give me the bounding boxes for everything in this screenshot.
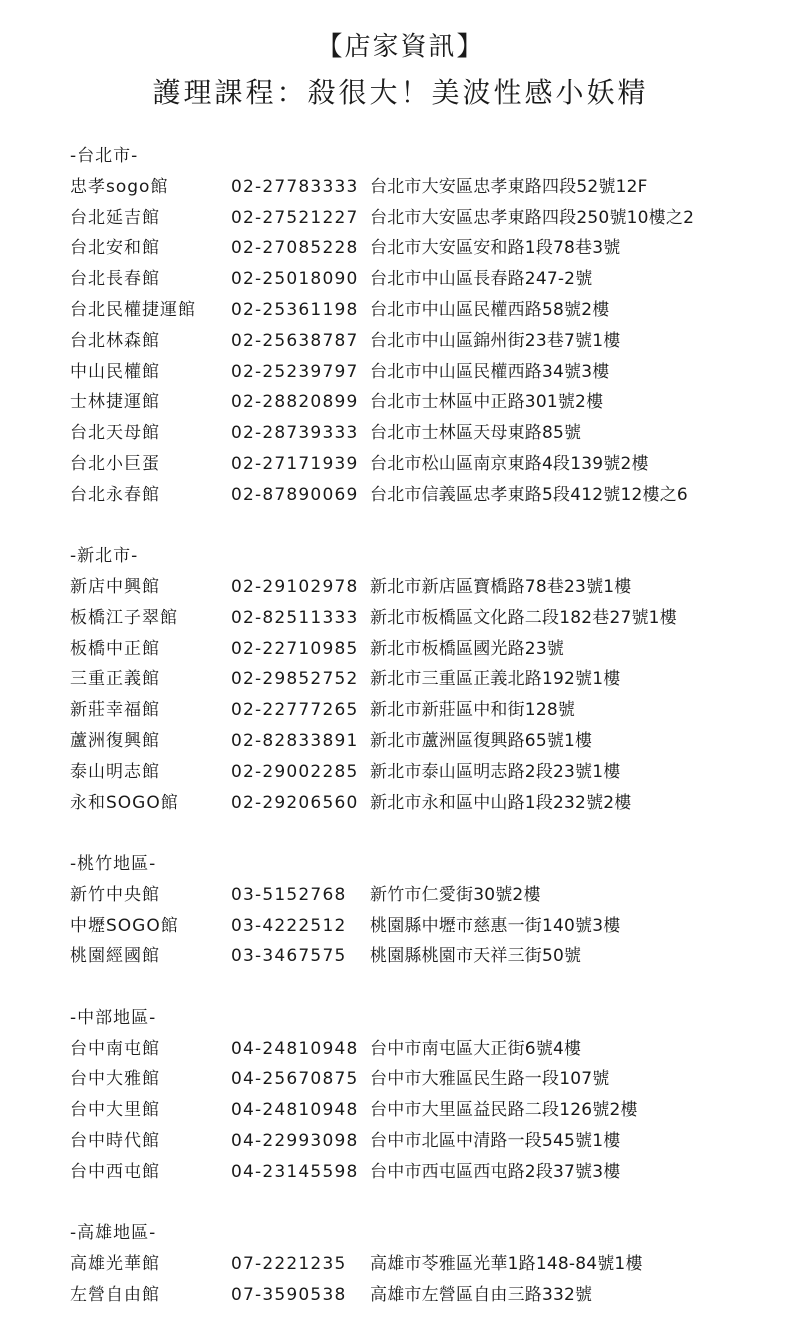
store-address: 台北市中山區長春路247-2號 bbox=[370, 269, 593, 290]
store-name: 台北小巨蛋 bbox=[70, 453, 160, 474]
store-address: 桃園縣桃園市天祥三街50號 bbox=[370, 946, 582, 967]
store-row bbox=[70, 788, 790, 819]
store-name: 高雄光華館 bbox=[70, 1253, 160, 1274]
store-row bbox=[70, 264, 790, 295]
store-row bbox=[70, 1034, 790, 1065]
store-phone: 03-5152768 bbox=[231, 884, 347, 905]
store-phone: 02-29002285 bbox=[231, 761, 359, 782]
store-row bbox=[70, 1126, 790, 1157]
store-phone: 02-25638787 bbox=[231, 330, 359, 351]
store-phone: 04-23145598 bbox=[231, 1161, 359, 1182]
store-name: 新莊幸福館 bbox=[70, 700, 160, 721]
store-row bbox=[70, 357, 790, 388]
store-directory bbox=[70, 141, 790, 1341]
store-address: 台北市中山區民權西路34號3樓 bbox=[370, 361, 610, 382]
store-phone: 03-4222512 bbox=[231, 915, 347, 936]
store-row bbox=[70, 295, 790, 326]
store-name: 台北民權捷運館 bbox=[70, 299, 196, 320]
store-row bbox=[70, 172, 790, 203]
store-row bbox=[70, 1249, 790, 1280]
store-row bbox=[70, 1157, 790, 1188]
store-address: 新北市板橋區文化路二段182巷27號1樓 bbox=[370, 607, 677, 628]
store-phone: 02-27085228 bbox=[231, 238, 359, 259]
store-row bbox=[70, 726, 790, 757]
store-name: 台北長春館 bbox=[70, 269, 160, 290]
store-row bbox=[70, 418, 790, 449]
store-address: 新北市板橋區國光路23號 bbox=[370, 638, 565, 659]
store-name: 台中大雅館 bbox=[70, 1069, 160, 1090]
store-address: 台北市大安區忠孝東路四段250號10樓之2 bbox=[370, 207, 695, 228]
store-phone: 07-2221235 bbox=[231, 1253, 347, 1274]
region-title: -新北市- bbox=[70, 546, 139, 567]
store-row bbox=[70, 1064, 790, 1095]
store-row bbox=[70, 634, 790, 665]
page-title: 【店家資訊】 bbox=[316, 32, 485, 62]
store-row bbox=[70, 941, 790, 972]
store-phone: 02-25239797 bbox=[231, 361, 359, 382]
store-row bbox=[70, 880, 790, 911]
store-name: 台中大里館 bbox=[70, 1100, 160, 1121]
store-address: 新北市三重區正義北路192號1樓 bbox=[370, 669, 621, 690]
store-row bbox=[70, 572, 790, 603]
store-address: 桃園縣中壢市慈惠一街140號3樓 bbox=[370, 915, 621, 936]
store-name: 台北林森館 bbox=[70, 330, 160, 351]
store-row bbox=[70, 326, 790, 357]
region-section bbox=[70, 541, 790, 818]
store-name: 台中南屯館 bbox=[70, 1038, 160, 1059]
store-phone: 02-27521227 bbox=[231, 207, 359, 228]
store-phone: 02-22777265 bbox=[231, 700, 359, 721]
store-phone: 02-82833891 bbox=[231, 730, 359, 751]
store-name: 桃園經國館 bbox=[70, 946, 160, 967]
store-address: 台中市西屯區西屯路2段37號3樓 bbox=[370, 1161, 621, 1182]
store-phone: 02-87890069 bbox=[231, 484, 359, 505]
store-name: 台北延吉館 bbox=[70, 207, 160, 228]
store-name: 板橋中正館 bbox=[70, 638, 160, 659]
store-address: 新北市新莊區中和街128號 bbox=[370, 700, 576, 721]
store-name: 蘆洲復興館 bbox=[70, 730, 160, 751]
store-address: 台北市信義區忠孝東路5段412號12樓之6 bbox=[370, 484, 688, 505]
store-row bbox=[70, 603, 790, 634]
store-address: 台北市大安區忠孝東路四段52號12F bbox=[370, 176, 648, 197]
store-row bbox=[70, 203, 790, 234]
store-row bbox=[70, 387, 790, 418]
store-address: 高雄市苓雅區光華1路148-84號1樓 bbox=[370, 1253, 643, 1274]
store-phone: 04-24810948 bbox=[231, 1100, 359, 1121]
store-phone: 03-3467575 bbox=[231, 946, 347, 967]
store-address: 新北市泰山區明志路2段23號1樓 bbox=[370, 761, 621, 782]
store-phone: 02-28739333 bbox=[231, 423, 359, 444]
store-phone: 02-82511333 bbox=[231, 607, 359, 628]
store-phone: 02-22710985 bbox=[231, 638, 359, 659]
store-name: 中壢SOGO館 bbox=[70, 915, 179, 936]
store-phone: 04-22993098 bbox=[231, 1130, 359, 1151]
store-address: 台北市中山區民權西路58號2樓 bbox=[370, 299, 610, 320]
store-name: 台中西屯館 bbox=[70, 1161, 160, 1182]
store-name: 新店中興館 bbox=[70, 576, 160, 597]
store-address: 台中市北區中清路一段545號1樓 bbox=[370, 1130, 621, 1151]
store-name: 台中時代館 bbox=[70, 1130, 160, 1151]
store-name: 板橋江子翠館 bbox=[70, 607, 178, 628]
store-phone: 02-27783333 bbox=[231, 176, 359, 197]
store-name: 台北永春館 bbox=[70, 484, 160, 505]
store-row bbox=[70, 664, 790, 695]
store-address: 新北市蘆洲區復興路65號1樓 bbox=[370, 730, 593, 751]
store-row bbox=[70, 1280, 790, 1311]
store-address: 台中市南屯區大正街6號4樓 bbox=[370, 1038, 582, 1059]
store-phone: 02-25018090 bbox=[231, 269, 359, 290]
store-name: 泰山明志館 bbox=[70, 761, 160, 782]
store-name: 新竹中央館 bbox=[70, 884, 160, 905]
store-row bbox=[70, 480, 790, 511]
store-row bbox=[70, 1095, 790, 1126]
store-row bbox=[70, 449, 790, 480]
store-phone: 02-27171939 bbox=[231, 453, 359, 474]
store-address: 新竹市仁愛街30號2樓 bbox=[370, 884, 541, 905]
store-name: 左營自由館 bbox=[70, 1284, 160, 1305]
store-phone: 02-29852752 bbox=[231, 669, 359, 690]
page-header bbox=[0, 28, 801, 114]
store-address: 台北市士林區中正路301號2樓 bbox=[370, 392, 604, 413]
store-row bbox=[70, 757, 790, 788]
region-section bbox=[70, 1003, 790, 1188]
region-section bbox=[70, 1218, 790, 1310]
store-phone: 07-3590538 bbox=[231, 1284, 347, 1305]
store-address: 台北市士林區天母東路85號 bbox=[370, 423, 582, 444]
store-address: 台北市中山區錦州街23巷7號1樓 bbox=[370, 330, 621, 351]
store-phone: 04-24810948 bbox=[231, 1038, 359, 1059]
store-name: 中山民權館 bbox=[70, 361, 160, 382]
store-address: 台中市大里區益民路二段126號2樓 bbox=[370, 1100, 638, 1121]
store-name: 士林捷運館 bbox=[70, 392, 160, 413]
store-name: 台北安和館 bbox=[70, 238, 160, 259]
store-name: 三重正義館 bbox=[70, 669, 160, 690]
store-row bbox=[70, 911, 790, 942]
store-phone: 02-29102978 bbox=[231, 576, 359, 597]
store-phone: 04-25670875 bbox=[231, 1069, 359, 1090]
page-subtitle: 護理課程：殺很大！美波性感小妖精 bbox=[152, 76, 649, 109]
store-name: 永和SOGO館 bbox=[70, 792, 179, 813]
store-address: 台北市松山區南京東路4段139號2樓 bbox=[370, 453, 649, 474]
store-address: 新北市永和區中山路1段232號2樓 bbox=[370, 792, 632, 813]
region-section bbox=[70, 849, 790, 972]
store-phone: 02-25361198 bbox=[231, 299, 359, 320]
store-row bbox=[70, 233, 790, 264]
store-row bbox=[70, 695, 790, 726]
store-name: 台北天母館 bbox=[70, 423, 160, 444]
store-address: 台北市大安區安和路1段78巷3號 bbox=[370, 238, 621, 259]
store-phone: 02-29206560 bbox=[231, 792, 359, 813]
region-title: -台北市- bbox=[70, 146, 139, 166]
region-title: -中部地區- bbox=[70, 1007, 157, 1028]
region-title: -桃竹地區- bbox=[70, 853, 157, 874]
store-address: 新北市新店區寶橋路78巷23號1樓 bbox=[370, 576, 632, 597]
region-section bbox=[70, 141, 790, 511]
store-phone: 02-28820899 bbox=[231, 392, 359, 413]
store-address: 台中市大雅區民生路一段107號 bbox=[370, 1069, 610, 1090]
store-address: 高雄市左營區自由三路332號 bbox=[370, 1284, 593, 1305]
store-name: 忠孝sogo館 bbox=[70, 176, 169, 197]
region-title: -高雄地區- bbox=[70, 1223, 157, 1244]
